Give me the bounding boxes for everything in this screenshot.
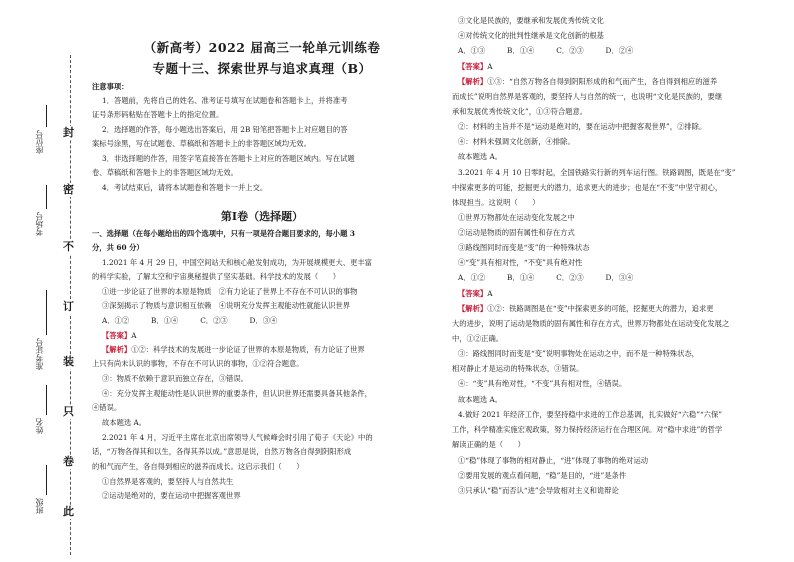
question-option: ①自然界是客观的，要坚持人与自然共生 <box>102 477 234 486</box>
explanation-line: 故本题选 A。 <box>458 152 503 161</box>
explanation-line <box>458 77 717 86</box>
name-line <box>46 385 47 415</box>
question-stem: 中探索更多的可能，挖掘更大的潜力，追求更大的进步；也是在“不变”中坚守初心， <box>452 183 723 192</box>
question-stem: 的和气而产生，各自得到相应的滋养而成长。这启示我们（ ） <box>92 462 304 471</box>
question-stem: 话，“万物各得其和以生，各得其养以成。”意思是说，自然万物各自得到阴阳形成 <box>92 447 352 456</box>
explanation-line: ④：充分发挥主观能动性是认识世界的重要条件，但认识世界还需要具备其他条件， <box>102 389 372 398</box>
explanation-line <box>458 304 714 313</box>
notice-line: 1．答题前，先将自己的姓名、准考证号填写在试题卷和答题卡上，并将准考 <box>102 96 348 105</box>
question-stem: 1.2021 年 4 月 29 日，中国空间站天和核心舱发射成功，为开展规模更大、更丰富 <box>102 258 372 267</box>
question-stem: 3.2021 年 4 月 10 日零时起，全国铁路实行新的列车运行图。铁路调图，既是在“变” <box>458 168 736 177</box>
answer-choices: A．①② B．①④ C．②③ D．③④ <box>102 316 278 325</box>
question-option: ①世界万物都处在运动变化发展之中 <box>458 213 575 222</box>
explanation-line: ②：材料的主旨并不是“运动是绝对的，要在运动中把握客观世界”，②排除。 <box>458 122 707 131</box>
question-stem: 体现担当。这说明（ ） <box>452 198 540 207</box>
explanation-line: 相对静止才是运动的特殊状态，③错误。 <box>452 364 584 373</box>
answer-value: A <box>487 62 493 71</box>
exam-room-line <box>46 185 47 209</box>
explanation-line: 故本题选 A。 <box>458 395 503 404</box>
answer-choices: A．①③ B．①④ C．②③ D．②④ <box>458 46 634 55</box>
explanation-line: 承和发展优秀传统文化”，①③符合题意。 <box>452 107 588 116</box>
seal-char: 封 <box>63 126 74 139</box>
admission-number-label: 准考证号 <box>35 338 44 370</box>
notice-line: 3．非选择题的作答，用签字笔直接答在答题卡上对应的答题区域内。写在试题 <box>102 154 355 163</box>
exam-title: （新高考）2022 届高三一轮单元训练卷 <box>143 40 381 55</box>
seal-char: 不 <box>63 240 74 253</box>
class-label: 班级 <box>35 498 44 514</box>
seal-char: 装 <box>63 355 74 368</box>
seal-char: 卷 <box>63 455 74 468</box>
explanation-line: ③：物质不依赖于意识而独立存在，③错误。 <box>102 374 248 383</box>
question-option: ④对传统文化的批判性继承是文化创新的根基 <box>458 31 604 40</box>
explanation-tag: 【解析】 <box>458 304 488 313</box>
question-option: ①进一步论证了世界的本原是物质 ②有力论证了世界上不存在不可认识的事物 <box>102 287 358 296</box>
binding-margin <box>0 0 82 562</box>
seal-char: 此 <box>63 505 74 518</box>
answer-tag: 【答案】 <box>458 62 488 71</box>
explanation-line: 故本题选 A。 <box>102 418 147 427</box>
question-option: ②运动是物质的固有属性和存在方式 <box>458 228 575 237</box>
explanation-line: 而成长”说明自然界是客观的，要坚持人与自然的统一，也说明“文化是民族的，要继 <box>452 92 723 101</box>
answer-line <box>102 331 136 340</box>
question-stem: 解读正确的是（ ） <box>452 440 525 449</box>
question-stem: 2.2021 年 4 月，习近平主席在北京出席领导人气候峰会时引用了荀子《天论》中的 <box>102 433 373 442</box>
answer-line <box>458 62 492 71</box>
explanation-text: ①②：铁路调图是在“变”中探索更多的可能，挖掘更大的潜力，追求更 <box>487 304 714 313</box>
part-instruction: 一、选择题（在每小题给出的四个选项中，只有一项是符合题目要求的，每小题 3 <box>92 229 356 238</box>
explanation-line: ④错误。 <box>92 403 122 412</box>
question-option: ③深刻揭示了物质与意识相互依赖 ④说明充分发挥主观能动性就能认识世界 <box>102 301 351 310</box>
name-label: 姓名 <box>35 418 44 434</box>
explanation-tag: 【解析】 <box>102 345 132 354</box>
section-heading: 第Ⅰ卷（选择题） <box>220 210 304 223</box>
explanation-tag: 【解析】 <box>458 77 488 86</box>
notice-line: 案标号涂黑，写在试题卷、草稿纸和答题卡上的非答题区域均无效。 <box>92 139 311 148</box>
answer-tag: 【答案】 <box>102 331 132 340</box>
explanation-line: 大的进步，说明了运动是物质的固有属性和存在方式，世界万物都处在运动变化发展之 <box>452 319 730 328</box>
notice-line: 4．考试结束后，请将本试题卷和答题卡一并上交。 <box>102 183 268 192</box>
exam-subtitle: 专题十三、探索世界与追求真理（B） <box>152 61 372 76</box>
notice-heading: 注意事项： <box>92 82 129 91</box>
question-stem: 的科学实验，了解太空和宇宙奥秘提供了坚实基础。科学技术的发展（ ） <box>92 272 341 281</box>
question-option: ③路线图同时而变是“变”的一种特殊状态 <box>458 243 590 252</box>
question-option: ②要用发展的观点看问题，“稳”是目的，“进”是条件 <box>458 471 627 480</box>
question-option: ②运动是绝对的，要在运动中把握客观世界 <box>102 491 241 500</box>
explanation-line: ③：路线图同时而变是“变”说明事物处在运动之中，而不是一种特殊状态， <box>458 349 699 358</box>
question-option: ③文化是民族的，要继承和发展优秀传统文化 <box>458 16 604 25</box>
answer-value: A <box>487 289 493 298</box>
part-instruction: 分，共 60 分） <box>92 243 144 252</box>
seat-number-line <box>46 105 47 127</box>
explanation-text: ①③：“自然万物各自得到阴阳形成的和气而产生，各自得到相应的滋养 <box>487 77 718 86</box>
answer-line <box>458 289 492 298</box>
question-stem: 4.做好 2021 年经济工作，要坚持稳中求进的工作总基调，扎实做好“六稳”“六保” <box>458 410 722 419</box>
seal-char: 只 <box>63 405 74 418</box>
admission-number-line <box>46 290 47 335</box>
answer-value: A <box>131 331 137 340</box>
seal-char: 密 <box>63 183 74 196</box>
answer-tag: 【答案】 <box>458 289 488 298</box>
notice-line: 2．选择题的作答，每小题选出答案后，用 2B 铅笔把答题卡上对应题目的答 <box>102 125 348 134</box>
seat-number-label: 座位号 <box>35 130 44 154</box>
question-option: ③只承认“稳”而否认“进”会导致相对主义和诡辩论 <box>458 486 619 495</box>
explanation-line: ④：“变”具有绝对性，“不变”具有相对性，④错误。 <box>458 379 627 388</box>
question-stem: 工作，科学精准实施宏观政策，努力保持经济运行在合理区间。对“稳中求进”的哲学 <box>452 425 723 434</box>
class-line <box>46 465 47 495</box>
notice-line: 证号条形码粘贴在答题卡上的指定位置。 <box>92 110 224 119</box>
seal-char: 订 <box>63 300 74 313</box>
exam-room-label: 考场号 <box>35 212 44 236</box>
explanation-line <box>102 345 365 354</box>
explanation-text: ①②：科学技术的发展进一步论证了世界的本原是物质，有力论证了世界 <box>131 345 365 354</box>
notice-line: 卷、草稿纸和答题卡上的非答题区域均无效。 <box>92 168 238 177</box>
answer-choices: A．①② B．①④ C．②③ D．③④ <box>458 273 634 282</box>
question-option: ①“稳”体现了事物的相对静止，“进”体现了事物的绝对运动 <box>458 456 649 465</box>
explanation-line: 中，①②正确。 <box>452 334 504 343</box>
explanation-line: ④：材料未强调文化创新，④排除。 <box>458 137 575 146</box>
explanation-line: 上只有尚未认识的事物，不存在不可认识的事物，①②符合题意。 <box>92 359 304 368</box>
question-option: ④“变”具有相对性，“不变”具有绝对性 <box>458 258 583 267</box>
